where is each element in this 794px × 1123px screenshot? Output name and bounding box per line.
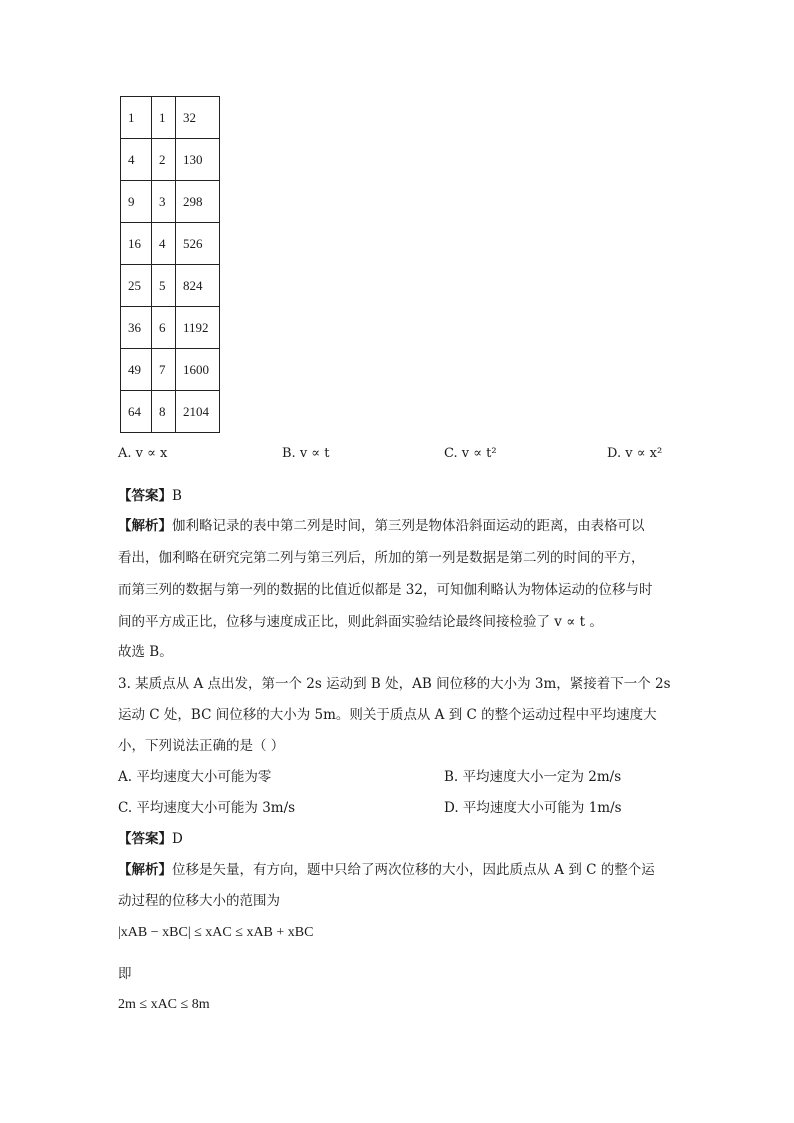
q2-option-a: A. v ∝ x	[118, 446, 168, 461]
table-cell: 16	[121, 223, 152, 265]
table-cell: 2	[152, 139, 176, 181]
table-cell: 6	[152, 307, 176, 349]
q3-stem-line-3: 小，下列说法正确的是（ ）	[118, 738, 285, 754]
q3-option-b: B. 平均速度大小一定为 2m/s	[444, 769, 622, 785]
data-table	[120, 96, 220, 433]
table-cell: 824	[176, 265, 220, 307]
q2-answer	[118, 484, 182, 504]
table-cell: 8	[152, 391, 176, 433]
table-cell: 130	[176, 139, 220, 181]
ji-text: 即	[118, 966, 132, 982]
table-cell: 3	[152, 181, 176, 223]
q2-option-b: B. v ∝ t	[282, 446, 330, 461]
table-cell: 7	[152, 349, 176, 391]
table-row	[121, 307, 220, 349]
table-cell: 36	[121, 307, 152, 349]
table-row	[121, 97, 220, 139]
q2-option-d: D. v ∝ x²	[607, 446, 663, 461]
q2-analysis-line-4: 间的平方成正比，位移与速度成正比，则此斜面实验结论最终间接检验了 v ∝ t 。	[118, 614, 603, 630]
table-cell: 32	[176, 97, 220, 139]
formula-range-abs: |xAB − xBC| ≤ xAC ≤ xAB + xBC	[118, 925, 314, 940]
table-cell: 1192	[176, 307, 220, 349]
analysis-text: 位移是矢量，有方向，题中只给了两次位移的大小，因此质点从 A 到 C 的整个运	[172, 862, 655, 878]
q3-analysis-line-2: 动过程的位移大小的范围为	[118, 893, 280, 909]
answer-value: B	[172, 488, 182, 504]
table-row	[121, 391, 220, 433]
table-cell: 1	[121, 97, 152, 139]
q3-option-d: D. 平均速度大小可能为 1m/s	[444, 800, 622, 816]
table-cell: 1	[152, 97, 176, 139]
answer-tag: 【答案】	[118, 488, 172, 504]
answer-tag: 【答案】	[118, 831, 172, 847]
table-cell: 64	[121, 391, 152, 433]
q2-analysis-line-3: 而第三列的数据与第一列的数据的比值近似都是 32，可知伽利略认为物体运动的位移与时	[118, 582, 653, 598]
table-row	[121, 349, 220, 391]
analysis-tag: 【解析】	[118, 862, 172, 878]
table-row	[121, 181, 220, 223]
table-cell: 2104	[176, 391, 220, 433]
table-row	[121, 223, 220, 265]
table-cell: 4	[121, 139, 152, 181]
q3-stem-line-1: 3. 某质点从 A 点出发，第一个 2s 运动到 B 处，AB 间位移的大小为 3m，紧接着下一个 2s	[118, 676, 671, 692]
table-row	[121, 139, 220, 181]
answer-value: D	[172, 831, 183, 847]
table-row	[121, 265, 220, 307]
q3-option-c: C. 平均速度大小可能为 3m/s	[118, 800, 296, 816]
table-cell: 4	[152, 223, 176, 265]
q3-answer	[118, 827, 183, 847]
table-cell: 49	[121, 349, 152, 391]
analysis-text: 伽利略记录的表中第二列是时间，第三列是物体沿斜面运动的距离，由表格可以	[172, 518, 645, 534]
table-cell: 25	[121, 265, 152, 307]
analysis-tag: 【解析】	[118, 518, 172, 534]
q2-analysis-line-1	[118, 514, 645, 534]
q2-analysis-line-2: 看出，伽利略在研究完第二列与第三列后，所加的第一列是数据是第二列的时间的平方，	[118, 550, 645, 566]
q3-analysis-line-1	[118, 858, 655, 878]
table-cell: 9	[121, 181, 152, 223]
table-cell: 526	[176, 223, 220, 265]
q2-option-c: C. v ∝ t²	[444, 446, 497, 461]
formula-range-numeric: 2m ≤ xAC ≤ 8m	[118, 997, 210, 1012]
q3-option-a: A. 平均速度大小可能为零	[118, 769, 272, 785]
table-cell: 5	[152, 265, 176, 307]
q2-conclusion: 故选 B。	[118, 644, 173, 660]
table-cell: 298	[176, 181, 220, 223]
table-cell: 1600	[176, 349, 220, 391]
q3-stem-line-2: 运动 C 处，BC 间位移的大小为 5m。则关于质点从 A 到 C 的整个运动过程中平均速度大	[118, 707, 657, 723]
